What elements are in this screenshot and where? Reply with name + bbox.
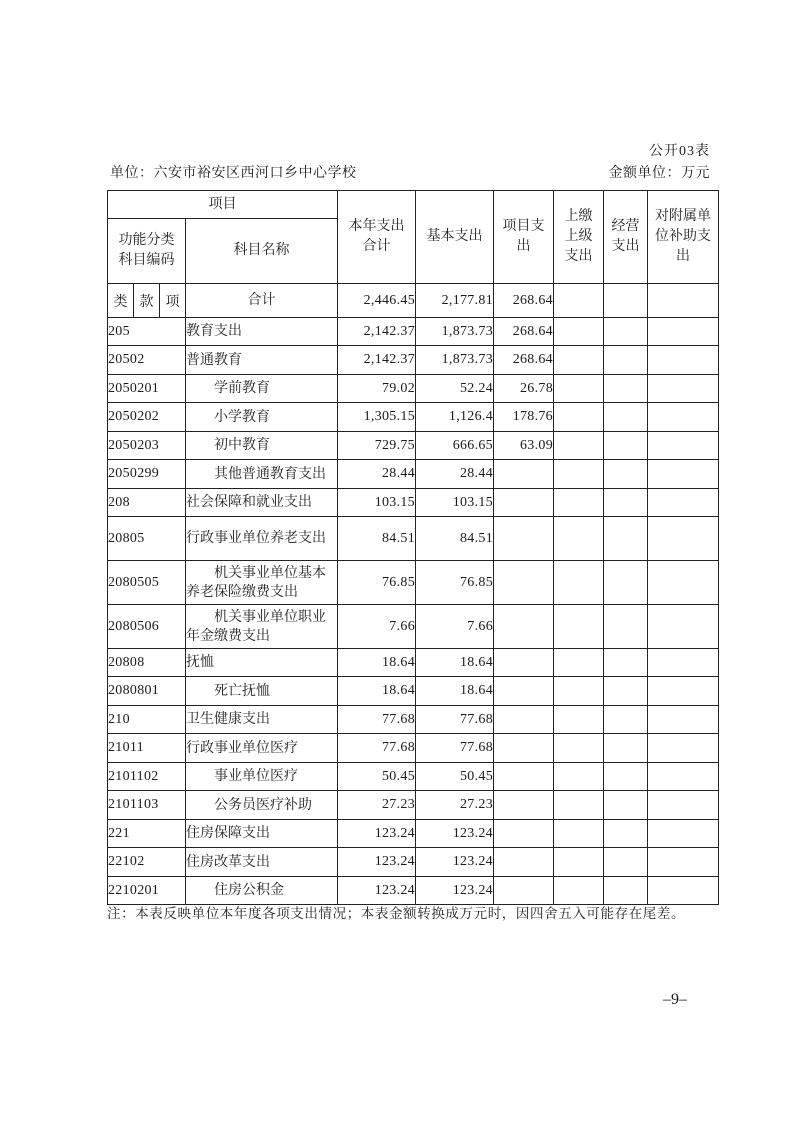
table-cell-total: 103.15 [338,489,416,517]
table-cell-code: 2080801 [108,677,186,706]
col-header-total: 本年支出合计 [338,191,416,284]
table-cell-upper [554,403,604,432]
table-cell-project [494,877,554,905]
table-row [108,489,719,517]
table-cell-operating [604,561,648,605]
table-cell-operating [604,432,648,460]
table-cell-operating [604,820,648,848]
table-cell-basic: 28.44 [416,460,494,489]
table-cell-upper [554,489,604,517]
table-cell-name: 学前教育 [186,375,338,403]
table-cell-total: 84.51 [338,517,416,561]
table-cell-subsidy [648,346,719,375]
table-cell-basic: 103.15 [416,489,494,517]
table-cell-code: 21011 [108,734,186,763]
table-cell-upper [554,848,604,877]
table-cell-total: 18.64 [338,677,416,706]
table-cell-name: 行政事业单位养老支出 [186,517,338,561]
table-cell-project [494,561,554,605]
table-cell-name: 教育支出 [186,318,338,346]
table-cell-subsidy [648,605,719,649]
table-cell-name: 卫生健康支出 [186,706,338,734]
table-cell-basic: 666.65 [416,432,494,460]
table-cell-name: 住房保障支出 [186,820,338,848]
table-cell-operating [604,677,648,706]
table-cell-upper [554,820,604,848]
table-cell-basic: 27.23 [416,791,494,820]
page-number: –9– [663,991,687,1008]
table-cell-sub-0: 类 [108,284,134,318]
col-header-project: 项目 [108,191,338,219]
table-cell-project [494,677,554,706]
table-cell-subsidy [648,791,719,820]
table-cell-code: 2050201 [108,375,186,403]
table-cell-subsidy [648,489,719,517]
table-cell-code: 210 [108,706,186,734]
col-header-basic: 基本支出 [416,191,494,284]
table-cell-upper [554,432,604,460]
col-header-upper: 上缴上级支出 [554,191,604,284]
table-cell-project: 268.64 [494,346,554,375]
table-cell-project [494,820,554,848]
table-cell-upper [554,734,604,763]
table-cell-operating [604,763,648,791]
table-row [108,284,719,318]
table-cell-code: 2050203 [108,432,186,460]
table-cell-subsidy [648,877,719,905]
col-header-subsidy: 对附属单位补助支出 [648,191,719,284]
table-cell-basic: 1,873.73 [416,318,494,346]
table-cell-total: 1,305.15 [338,403,416,432]
table-cell-project [494,489,554,517]
amount-unit-label: 金额单位：万元 [608,166,710,181]
table-cell-code: 2080506 [108,605,186,649]
table-cell-project: 178.76 [494,403,554,432]
table-cell-basic: 123.24 [416,820,494,848]
table-cell-name: 社会保障和就业支出 [186,489,338,517]
table-row [108,791,719,820]
table-cell-upper [554,346,604,375]
table-cell-total: 77.68 [338,734,416,763]
table-cell-upper [554,375,604,403]
expenditure-table [107,190,719,905]
table-cell-operating [604,284,648,318]
table-cell-name: 公务员医疗补助 [186,791,338,820]
table-cell-upper [554,649,604,677]
table-cell-operating [604,649,648,677]
table-cell-operating [604,375,648,403]
table-cell-basic: 1,873.73 [416,346,494,375]
table-cell-subsidy [648,375,719,403]
col-header-operating: 经营支出 [604,191,648,284]
table-cell-name: 住房公积金 [186,877,338,905]
table-cell-subsidy [648,432,719,460]
table-cell-total: 2,142.37 [338,318,416,346]
table-cell-upper [554,318,604,346]
table-row [108,605,719,649]
table-cell-subsidy [648,820,719,848]
col-header-project-exp: 项目支出 [494,191,554,284]
table-cell-upper [554,763,604,791]
table-cell-total: 2,446.45 [338,284,416,318]
table-cell-upper [554,605,604,649]
table-cell-code: 20808 [108,649,186,677]
table-cell-operating [604,877,648,905]
table-row [108,706,719,734]
table-cell-name: 死亡抚恤 [186,677,338,706]
table-cell-code: 2080505 [108,561,186,605]
table-row [108,848,719,877]
table-cell-operating [604,346,648,375]
table-cell-subsidy [648,318,719,346]
table-cell-basic: 123.24 [416,877,494,905]
table-cell-name: 小学教育 [186,403,338,432]
table-row [108,820,719,848]
table-cell-total: 729.75 [338,432,416,460]
table-cell-code: 205 [108,318,186,346]
table-cell-code: 20502 [108,346,186,375]
table-row [108,734,719,763]
table-cell-total: 77.68 [338,706,416,734]
table-row [108,432,719,460]
table-cell-project: 268.64 [494,284,554,318]
table-cell-subsidy [648,561,719,605]
table-cell-basic: 77.68 [416,734,494,763]
table-cell-basic: 1,126.4 [416,403,494,432]
table-row [108,460,719,489]
table-cell-code: 221 [108,820,186,848]
footnote: 注：本表反映单位本年度各项支出情况；本表金额转换成万元时，因四舍五入可能存在尾差。 [107,906,686,921]
table-cell-subsidy [648,763,719,791]
table-row [108,561,719,605]
table-row [108,346,719,375]
table-cell-project [494,706,554,734]
table-cell-project [494,649,554,677]
table-cell-subsidy [648,460,719,489]
table-cell-operating [604,318,648,346]
table-cell-upper [554,561,604,605]
table-cell-code: 2101103 [108,791,186,820]
table-cell-total: 123.24 [338,820,416,848]
table-cell-basic: 50.45 [416,763,494,791]
table-cell-code: 20805 [108,517,186,561]
table-row [108,877,719,905]
table-cell-upper [554,284,604,318]
table-cell-basic: 76.85 [416,561,494,605]
table-cell-code: 2050299 [108,460,186,489]
table-cell-total: 2,142.37 [338,346,416,375]
table-cell-basic: 18.64 [416,649,494,677]
table-cell-subsidy [648,734,719,763]
table-cell-name: 行政事业单位医疗 [186,734,338,763]
table-row [108,677,719,706]
col-header-code: 功能分类科目编码 [108,219,186,284]
table-cell-subsidy [648,403,719,432]
table-cell-total: 27.23 [338,791,416,820]
table-cell-basic: 18.64 [416,677,494,706]
col-header-name: 科目名称 [186,219,338,284]
table-cell-total: 123.24 [338,848,416,877]
table-cell-upper [554,877,604,905]
table-cell-upper [554,517,604,561]
table-cell-name: 初中教育 [186,432,338,460]
table-cell-basic: 2,177.81 [416,284,494,318]
table-cell-project [494,605,554,649]
table-cell-total: 76.85 [338,561,416,605]
table-row [108,318,719,346]
table-cell-project [494,791,554,820]
table-cell-name: 住房改革支出 [186,848,338,877]
table-cell-name: 机关事业单位基本养老保险缴费支出 [186,561,338,605]
table-cell-upper [554,677,604,706]
table-cell-total: 50.45 [338,763,416,791]
table-cell-subsidy [648,649,719,677]
sheet-label: 公开03表 [649,144,710,159]
table-cell-operating [604,734,648,763]
table-cell-operating [604,706,648,734]
table-cell-operating [604,403,648,432]
table-cell-total: 7.66 [338,605,416,649]
table-cell-project [494,517,554,561]
table-cell-operating [604,605,648,649]
table-cell-sub-1: 款 [134,284,160,318]
table-cell-subsidy [648,517,719,561]
table-cell-operating [604,489,648,517]
table-cell-code: 208 [108,489,186,517]
table-cell-project [494,763,554,791]
table-cell-name: 事业单位医疗 [186,763,338,791]
table-cell-code: 2050202 [108,403,186,432]
table-header-row-1 [108,191,719,219]
table-cell-project [494,460,554,489]
table-cell-upper [554,791,604,820]
table-cell-operating [604,848,648,877]
table-cell-project: 268.64 [494,318,554,346]
unit-label: 单位：六安市裕安区西河口乡中心学校 [110,166,357,181]
table-row [108,763,719,791]
table-cell-project [494,848,554,877]
table-cell-upper [554,706,604,734]
table-row [108,403,719,432]
table-cell-name: 抚恤 [186,649,338,677]
table-cell-basic: 84.51 [416,517,494,561]
table-cell-project [494,734,554,763]
table-cell-code: 2101102 [108,763,186,791]
table-cell-code: 2210201 [108,877,186,905]
table-row [108,375,719,403]
table-cell-name: 机关事业单位职业年金缴费支出 [186,605,338,649]
table-cell-basic: 7.66 [416,605,494,649]
table-cell-subsidy [648,677,719,706]
table-cell-basic: 52.24 [416,375,494,403]
table-cell-name: 其他普通教育支出 [186,460,338,489]
table-cell-operating [604,791,648,820]
table-cell-upper [554,460,604,489]
table-cell-subsidy [648,706,719,734]
table-cell-project: 63.09 [494,432,554,460]
table-cell-total: 79.02 [338,375,416,403]
table-cell-subsidy [648,284,719,318]
table-cell-name: 普通教育 [186,346,338,375]
table-cell-basic: 123.24 [416,848,494,877]
table-cell-total: 18.64 [338,649,416,677]
table-cell-basic: 77.68 [416,706,494,734]
table-cell-total: 28.44 [338,460,416,489]
table-row [108,649,719,677]
table-cell-operating [604,460,648,489]
table-cell-operating [604,517,648,561]
table-cell-project: 26.78 [494,375,554,403]
table-cell-code: 22102 [108,848,186,877]
table-cell-total: 123.24 [338,877,416,905]
table-cell-name: 合计 [186,284,338,318]
table-cell-subsidy [648,848,719,877]
table-row [108,517,719,561]
table-cell-sub-2: 项 [160,284,186,318]
